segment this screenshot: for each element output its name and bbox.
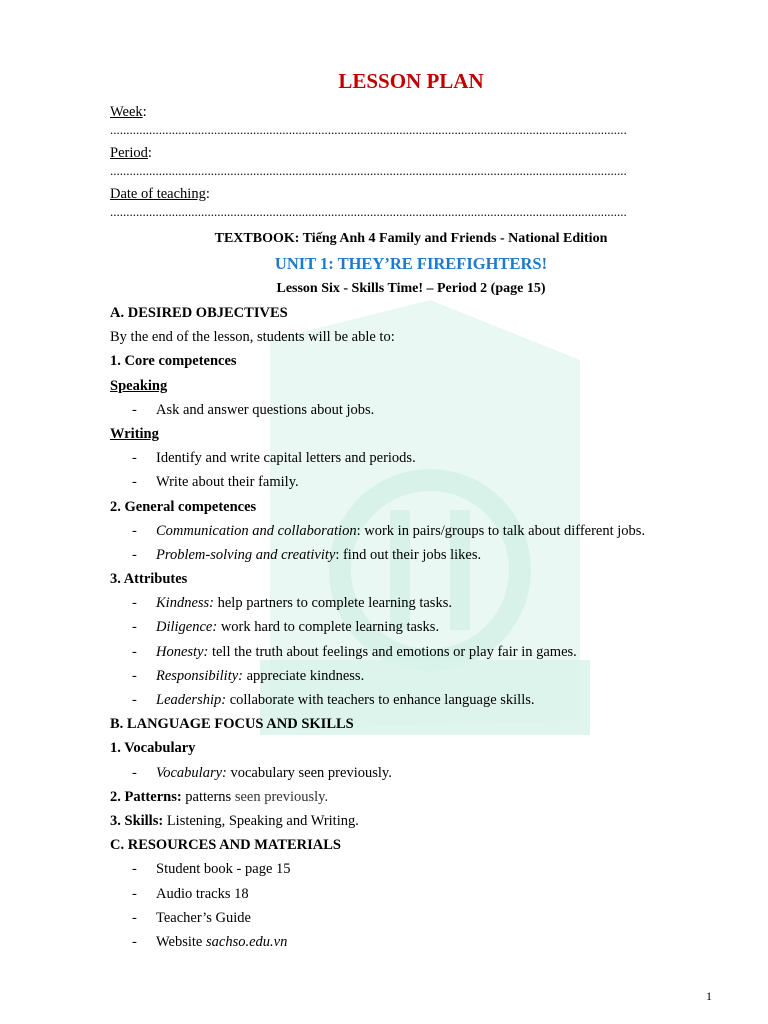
fill-in-line: ............................................................................................................................................................... [110, 122, 627, 137]
field-label: Date of teaching [110, 186, 206, 202]
list-item: - Student book - page 15 [132, 861, 291, 878]
list-item: - Honesty: tell the truth about feelings and emotions or play fair in games. [132, 643, 577, 660]
list-item: - Leadership: collaborate with teachers to enhance language skills. [132, 692, 535, 708]
list-item: - Vocabulary: vocabulary seen previously. [132, 764, 392, 781]
list-item: - Write about their family. [132, 474, 299, 491]
page-title: LESSON PLAN [338, 69, 484, 93]
list-item: - Communication and collaboration: work in pairs/groups to talk about different jobs. [132, 522, 646, 539]
attributes-heading: 3. Attributes [110, 571, 188, 588]
page-number: 1 [706, 989, 712, 1003]
field-period: Period: ............................................................................................................................................................... [110, 143, 712, 184]
list-item: - Teacher’s Guide [132, 909, 251, 926]
list-item: - Website sachso.edu.vn [132, 933, 288, 950]
list-item: - Ask and answer questions about jobs. [132, 401, 375, 418]
speaking-heading: Speaking [110, 377, 168, 394]
list-item: - Audio tracks 18 [132, 885, 249, 902]
textbook-title: TEXTBOOK: Tiếng Anh 4 Family and Friends - National Edition [214, 231, 608, 246]
field-date-of-teaching: Date of teaching: ............................................................................................................................................................... [110, 184, 712, 225]
fill-in-line: ............................................................................................................................................................... [110, 163, 627, 178]
list-item: - Identify and write capital letters and periods. [132, 450, 416, 467]
fill-in-line: ............................................................................................................................................................... [110, 204, 627, 219]
skills-line: 3. Skills: Listening, Speaking and Writing. [110, 812, 359, 829]
field-label: Period [110, 145, 148, 161]
patterns-line: 2. Patterns: patterns seen previously. [110, 788, 329, 805]
field-week: Week: ............................................................................................................................................................... [110, 102, 712, 143]
lesson-plan-content [110, 66, 712, 954]
list-item: - Kindness: help partners to complete learning tasks. [132, 595, 452, 612]
list-item: - Responsibility: appreciate kindness. [132, 667, 365, 684]
core-competences-heading: 1. Core competences [110, 353, 237, 370]
general-competences-heading: 2. General competences [110, 498, 257, 515]
field-label: Week [110, 104, 143, 120]
unit-title: UNIT 1: THEY’RE FIREFIGHTERS! [274, 254, 548, 273]
section-b-heading: B. LANGUAGE FOCUS AND SKILLS [110, 716, 354, 733]
vocabulary-heading: 1. Vocabulary [110, 740, 196, 757]
website-link[interactable]: sachso.edu.vn [205, 933, 288, 950]
objectives-intro: By the end of the lesson, students will be able to: [110, 329, 395, 346]
section-a-heading: A. DESIRED OBJECTIVES [110, 305, 288, 321]
section-c-heading: C. RESOURCES AND MATERIALS [110, 837, 341, 854]
lesson-title: Lesson Six - Skills Time! – Period 2 (page 15) [276, 281, 546, 296]
writing-heading: Writing [110, 425, 159, 442]
list-item: - Problem-solving and creativity: find out their jobs likes. [132, 546, 482, 563]
list-item: - Diligence: work hard to complete learning tasks. [132, 619, 440, 636]
